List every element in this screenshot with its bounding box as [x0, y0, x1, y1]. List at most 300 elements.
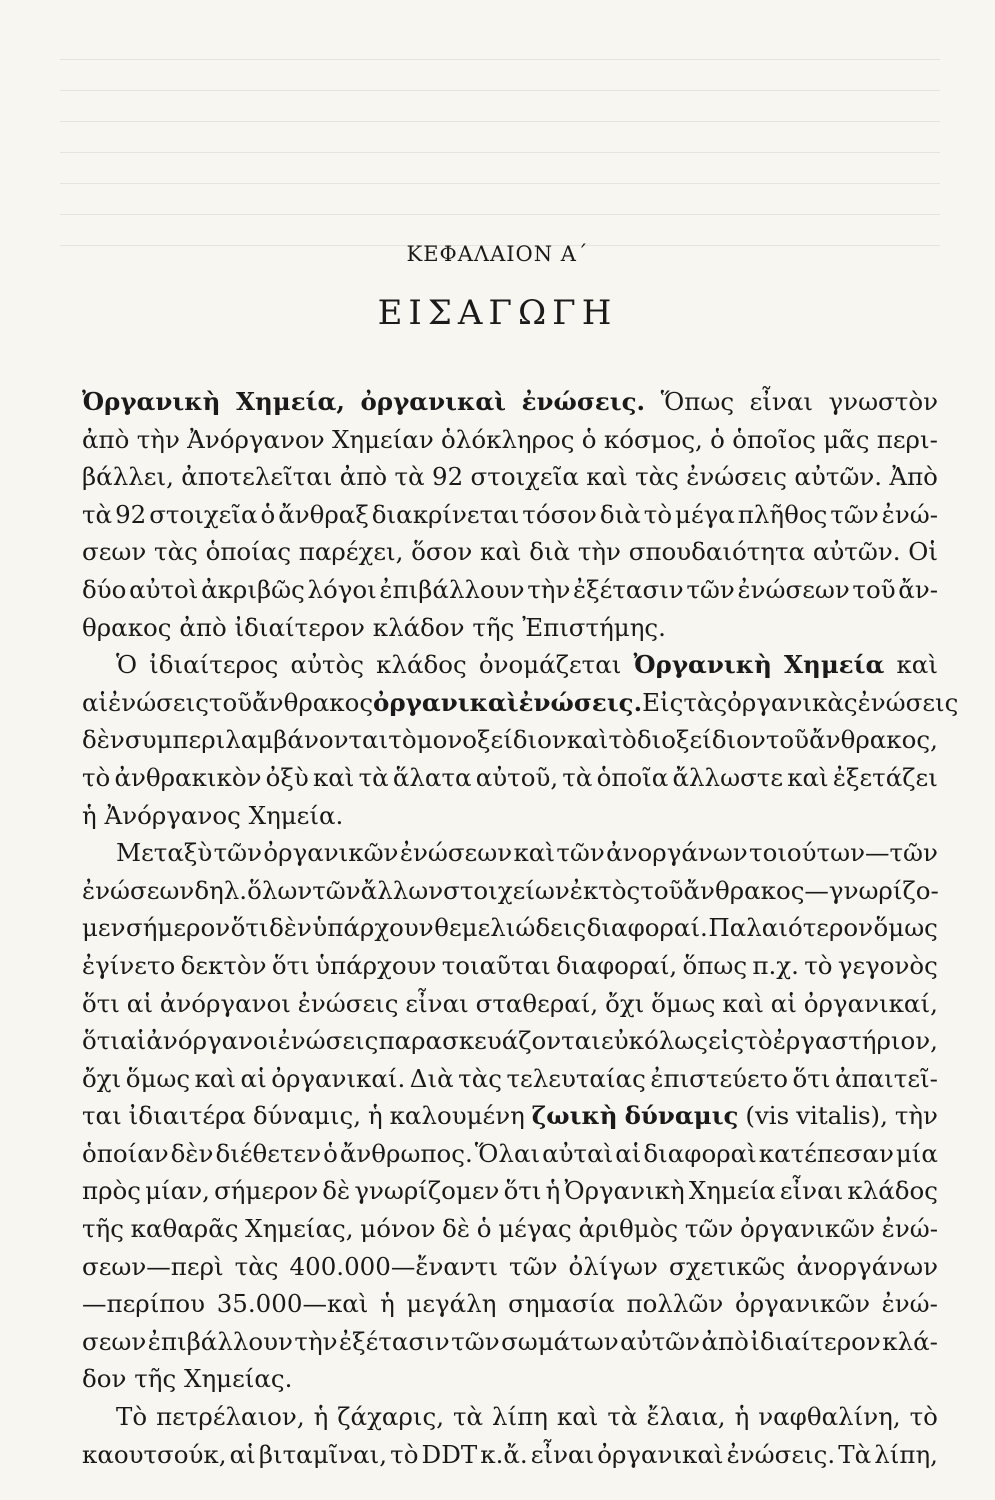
word: ὀξὺ — [265, 762, 309, 792]
text-line — [82, 872, 938, 910]
word: αἱ — [770, 988, 797, 1018]
word: δον — [82, 1364, 127, 1394]
word: ἀπὸ — [701, 1326, 749, 1356]
word: εἶναι — [749, 387, 813, 416]
text-line — [82, 1135, 938, 1173]
word: αἱ — [229, 1439, 256, 1469]
word: αὐτῶν. — [794, 462, 883, 492]
word: ἄνθραξ — [278, 499, 369, 529]
word: ἡ — [313, 1402, 329, 1432]
word: τὰ — [452, 1402, 484, 1432]
paragraph — [82, 383, 938, 646]
word: ἀπὸ — [82, 424, 130, 454]
word: συμπεριλαμβάνονται — [124, 725, 389, 755]
paragraph — [82, 646, 959, 834]
word: ὀργανικὰς — [727, 687, 858, 717]
word: γνωστὸν — [828, 387, 938, 416]
word: ὅτι — [271, 950, 310, 980]
word: λόγοι — [307, 574, 377, 604]
word: ὀνομάζεται — [478, 650, 622, 680]
word: ἰδιαιτέρα — [128, 1101, 246, 1131]
text-line — [82, 1210, 938, 1248]
word: Χημεία — [688, 1176, 776, 1206]
word: μεν — [82, 913, 126, 943]
word: πλῆθος — [737, 499, 828, 529]
word: πετρέλαιον, — [156, 1402, 305, 1432]
word: τοῦ — [852, 574, 896, 604]
word: ὅτι — [503, 1176, 542, 1206]
word: μεγάλη — [406, 1289, 497, 1319]
word: ἄλλωστε — [672, 762, 784, 792]
word: λίπη — [492, 1402, 548, 1432]
word: ὁ — [581, 424, 597, 454]
text-line — [82, 421, 938, 459]
word: μᾶς — [823, 424, 870, 454]
text-line — [82, 1060, 938, 1098]
word: εὐκόλως — [601, 1026, 708, 1056]
text-line — [82, 1022, 938, 1060]
word: τὸ — [388, 725, 417, 755]
word: τὰς — [635, 462, 679, 492]
word: κλάδον — [372, 612, 465, 642]
word: δεκτὸν — [180, 950, 267, 980]
word: τὴν — [894, 1101, 938, 1131]
word: Ὀργανικὴ — [564, 1176, 685, 1206]
word: Ὁ — [116, 650, 138, 680]
word: σεων — [82, 537, 147, 567]
word: ἐνώσεις — [686, 462, 788, 492]
word: ἀνθρακικὸν — [114, 762, 262, 792]
word: τὰς — [154, 537, 198, 567]
word: ἐνώσεις — [297, 988, 399, 1018]
word: ἡ — [380, 1289, 395, 1319]
word: δύναμις — [624, 1101, 739, 1131]
word: ἡ — [734, 1402, 750, 1432]
word: ἄνθρακος, — [809, 725, 938, 755]
word: ὅτι — [792, 1063, 831, 1093]
word: γνωρίζομεν — [354, 1176, 500, 1206]
word: Ὅλαι — [474, 1138, 541, 1168]
word: τὰς — [458, 1063, 502, 1093]
word: ἐνώσεων — [399, 838, 513, 868]
word: ὁποίας — [205, 537, 292, 567]
word: ἐνώσεις. — [518, 687, 643, 717]
word: σπουδαιότητα — [628, 537, 806, 567]
word: ὅτι — [82, 988, 120, 1018]
word: καλουμένη — [389, 1101, 525, 1131]
word: ἄνθρακος—γνωρίζο- — [683, 875, 939, 905]
word: δὲν — [82, 725, 125, 755]
word: ὁποίαν — [82, 1138, 169, 1168]
word: ἐκτὸς — [569, 875, 641, 905]
word: τῶν — [509, 1251, 558, 1281]
word: ὀργανικαί, — [803, 988, 938, 1018]
word: εἶναι — [779, 1176, 844, 1206]
word: τὴν — [577, 537, 621, 567]
word: τὰ — [562, 762, 593, 792]
word: τὴν — [527, 574, 571, 604]
word: ἀριθμὸς — [578, 1214, 679, 1244]
word: ἐνώ- — [881, 1289, 938, 1319]
word: ἡ — [545, 1176, 561, 1206]
word: ἀνοργάνων — [606, 838, 748, 868]
word: π.χ. — [752, 950, 799, 980]
word: ἰδιαίτερον — [234, 612, 365, 642]
word: θρακος — [82, 612, 172, 642]
word: ἐνώσεις. — [726, 1439, 836, 1469]
word: διαφοραί. — [586, 913, 708, 943]
word: Ὅπως — [660, 387, 735, 416]
word: 35.000—καὶ — [216, 1289, 369, 1319]
word: ὑπάρχουν — [312, 913, 434, 943]
word: ὁλόκληρος — [441, 424, 575, 454]
word: κ.ἄ. — [480, 1439, 528, 1469]
word: Τὸ — [116, 1402, 148, 1432]
word: ἐνώσεις. — [521, 387, 646, 416]
paragraph — [82, 834, 938, 1398]
word: ἡ — [82, 800, 97, 830]
word: δύο — [82, 574, 127, 604]
word: τὸ — [744, 1026, 773, 1056]
text-line — [82, 1323, 938, 1361]
word: στοιχεῖα — [149, 499, 258, 529]
word: Χημείαν — [331, 424, 434, 454]
word: δὲν — [170, 1138, 214, 1168]
word: μίαν, — [145, 1176, 210, 1206]
chapter-title: ΕΙΣΑΓΩΓΗ — [377, 293, 618, 333]
word: καὶ — [566, 725, 609, 755]
word: ἐνώσεις — [277, 1026, 379, 1056]
word: δὲ — [322, 1176, 351, 1206]
text-line — [82, 646, 938, 684]
word: ἐξέτασιν — [339, 1326, 450, 1356]
word: αὐτοῦ, — [475, 762, 559, 792]
chapter-label: ΚΕΦΑΛΑΙΟΝ Α΄ — [406, 242, 589, 266]
word: καὶ — [513, 838, 555, 868]
word: —περίπου — [82, 1289, 206, 1319]
word: ἄνθρωπος. — [339, 1138, 473, 1168]
word: κατέπεσαν — [758, 1138, 894, 1168]
word: ὀργανικῶν — [734, 1289, 870, 1319]
text-line — [82, 834, 938, 872]
word: ἅλατα — [392, 762, 472, 792]
word: ὀργανικαὶ — [360, 387, 507, 416]
word: ὀργανικῶν — [263, 838, 399, 868]
word: ἀπαιτεῖ- — [834, 1063, 938, 1093]
word: σημασία — [508, 1289, 615, 1319]
word: ὅμως — [651, 988, 716, 1018]
word: τὰς — [234, 1251, 279, 1281]
text-line — [82, 571, 938, 609]
word: παρέχει, — [298, 537, 404, 567]
word: τοιούτων—τῶν — [749, 838, 938, 868]
text-line — [82, 721, 938, 759]
word: αὐταὶ — [542, 1138, 614, 1168]
word: vitalis), — [796, 1101, 888, 1131]
word: ὁ — [710, 424, 725, 454]
word: ἰδιαίτερος — [149, 650, 279, 680]
word: τοῦ — [765, 725, 810, 755]
word: τὰ — [82, 499, 113, 529]
word: ὅσον — [411, 537, 473, 567]
word: Ἀνόργανον — [187, 424, 325, 454]
text-line — [82, 1172, 938, 1210]
word: αὐτοὶ — [129, 574, 199, 604]
word: τῶν — [451, 1326, 500, 1356]
word: ὀλίγων — [568, 1251, 658, 1281]
word: ἄνθρακος — [252, 687, 374, 717]
word: τῶν — [686, 574, 735, 604]
word: ὁποῖα — [596, 762, 669, 792]
word: αὐτῶν — [620, 1326, 701, 1356]
word: πολλῶν — [626, 1289, 724, 1319]
word: 92 — [432, 462, 464, 492]
word: ἔλαια, — [646, 1402, 726, 1432]
text-line — [82, 1248, 938, 1286]
word: Ἀπὸ — [889, 462, 938, 492]
word: τῆς — [134, 1364, 177, 1394]
word: διακρίνεται — [371, 499, 520, 529]
word: ἐνώ- — [881, 1214, 938, 1244]
word: θεμελιώδεις — [434, 913, 587, 943]
word: καθαρᾶς — [130, 1214, 239, 1244]
word: τοιαῦται — [441, 950, 551, 980]
word: αἱ — [615, 1138, 642, 1168]
word: Μεταξὺ — [116, 838, 213, 868]
word: διαφοραὶ — [643, 1138, 757, 1168]
word: τὸ — [643, 499, 673, 529]
word: ἐργαστήριον, — [772, 1026, 938, 1056]
text-line — [82, 383, 938, 421]
word: στοιχεῖα — [470, 462, 579, 492]
word: Ὀργανικὴ — [82, 387, 221, 416]
word: τῶν — [213, 838, 263, 868]
word: Χημείας, — [245, 1214, 354, 1244]
word: ἐνώσεις — [108, 687, 209, 717]
word: ἐξέτασιν — [573, 574, 684, 604]
word: σχετικῶς — [668, 1251, 786, 1281]
word: βάλλει, — [82, 462, 174, 492]
text-line — [82, 909, 938, 947]
word: ἐπιστεύετο — [650, 1063, 789, 1093]
word: Ἀνόργανος — [104, 800, 241, 830]
word: αἱ — [240, 1063, 267, 1093]
word: ται — [82, 1101, 122, 1131]
word: καὶ — [722, 988, 764, 1018]
word: (vis — [745, 1101, 790, 1131]
word: ἐγίνετο — [82, 950, 176, 980]
word: ὅτι — [230, 913, 269, 943]
word: καὶ — [556, 1402, 599, 1432]
text-line — [82, 1436, 938, 1474]
word: Εἰς — [642, 687, 684, 717]
word: καουτσούκ, — [82, 1439, 227, 1469]
word: ὅμως — [873, 913, 938, 943]
text-line — [82, 1097, 938, 1135]
word: Χημεία. — [248, 800, 344, 830]
word: ζάχαρις, — [337, 1402, 444, 1432]
word: 400.000—ἔναντι — [289, 1251, 498, 1281]
word: ἐνώ- — [881, 499, 938, 529]
text-line — [82, 684, 959, 722]
word: τὰ — [358, 762, 389, 792]
word: ὀργανικῶν — [739, 1214, 875, 1244]
word: ἀπὸ — [339, 462, 388, 492]
word: δὲ — [442, 1214, 471, 1244]
word: ὅμως — [125, 1063, 191, 1093]
word: γεγονὸς — [837, 950, 938, 980]
word: δὲν — [269, 913, 312, 943]
show-through-text — [60, 35, 940, 252]
word: κλάδος — [847, 1176, 938, 1206]
word: τὸ — [82, 762, 111, 792]
word: στοιχείων — [443, 875, 570, 905]
word: παρασκευάζονται — [378, 1026, 601, 1056]
text-line — [82, 1360, 938, 1398]
word: καὶ — [787, 762, 829, 792]
word: ἐνώσεις — [857, 687, 959, 717]
word: ἀποτελεῖται — [181, 462, 333, 492]
word: ὀργανικαὶ — [597, 1439, 724, 1469]
word: αἱ — [126, 988, 153, 1018]
word: τὸ — [804, 950, 833, 980]
word: Χημεία — [784, 650, 885, 680]
text-line — [82, 797, 938, 835]
word: Χημεία, — [235, 387, 345, 416]
body-text — [82, 383, 959, 1473]
word: εἰς — [708, 1026, 745, 1056]
word: δύναμις, — [252, 1101, 362, 1131]
word: διὰ — [599, 499, 641, 529]
word: 92 — [115, 499, 147, 529]
word: ὀργανικαί. — [271, 1063, 406, 1093]
text-line — [82, 1398, 938, 1436]
word: ἄλλων — [360, 875, 444, 905]
word: ἀνόργανοι — [159, 988, 291, 1018]
word: ἄν- — [898, 574, 938, 604]
word: σεων — [82, 1326, 147, 1356]
word: ὑπάρχουν — [315, 950, 437, 980]
text-line — [82, 985, 938, 1023]
word: σήμερον — [214, 1176, 319, 1206]
word: σταθεραί, — [475, 988, 599, 1018]
word: τῶν — [312, 875, 361, 905]
word: καὶ — [312, 762, 355, 792]
word: ἡ — [367, 1101, 383, 1131]
word: σεων—περὶ — [82, 1251, 224, 1281]
text-line — [82, 458, 938, 496]
word: τὴν — [136, 424, 180, 454]
word: λίπη, — [874, 1439, 938, 1469]
word: τῶν — [684, 1214, 734, 1244]
word: ὅλων — [247, 875, 313, 905]
word: τόσον — [522, 499, 597, 529]
word: ἀκριβῶς — [201, 574, 305, 604]
text-line — [82, 609, 938, 647]
word: δηλ. — [194, 875, 248, 905]
word: ὄχι — [82, 1063, 122, 1093]
word: ὁποῖος — [732, 424, 816, 454]
word: περι- — [876, 424, 938, 454]
word: τῆς — [472, 612, 515, 642]
word: διοξείδιον — [636, 725, 766, 755]
word: ὀργανικαὶ — [373, 687, 519, 717]
word: κλάδος — [376, 650, 467, 680]
word: ναφθαλίνη, — [758, 1402, 901, 1432]
word: κλά- — [882, 1326, 938, 1356]
word: τῆς — [82, 1214, 124, 1244]
word: ἐνώσεων — [82, 875, 195, 905]
text-line — [82, 759, 938, 797]
word: Παλαιότερον — [708, 913, 873, 943]
word: πρὸς — [82, 1176, 141, 1206]
word: διὰ — [529, 537, 571, 567]
word: σήμερον — [126, 913, 231, 943]
word: τῶν — [556, 838, 605, 868]
word: Χημείας. — [184, 1364, 293, 1394]
word: ὁ — [323, 1138, 338, 1168]
text-line — [82, 947, 938, 985]
word: εἶναι — [405, 988, 469, 1018]
word: ἐνώσεων — [737, 574, 850, 604]
word: αὐτὸς — [290, 650, 364, 680]
word: ὁ — [476, 1214, 492, 1244]
word: μία — [895, 1138, 938, 1168]
word: μέγας — [498, 1214, 572, 1244]
word: σωμάτων — [501, 1326, 619, 1356]
word: κόσμος, — [603, 424, 703, 454]
word: αἱ — [120, 1026, 147, 1056]
word: τῶν — [830, 499, 879, 529]
word: καὶ — [480, 537, 522, 567]
word: ἀπὸ — [179, 612, 227, 642]
word: τὸ — [608, 725, 637, 755]
word: ὄχι — [605, 988, 645, 1018]
text-line — [82, 533, 938, 571]
word: μέγα — [675, 499, 735, 529]
word: μόνον — [360, 1214, 436, 1244]
word: τὸ — [909, 1402, 938, 1432]
word: μονοξείδιον — [416, 725, 567, 755]
word: βιταμῖναι, — [258, 1439, 388, 1469]
word: τὸ — [390, 1439, 419, 1469]
word: Ἐπιστήμης. — [522, 612, 666, 642]
word: ὁ — [260, 499, 276, 529]
word: τοῦ — [208, 687, 253, 717]
word: τὴν — [294, 1326, 338, 1356]
text-line — [82, 496, 938, 534]
word: ζωικὴ — [531, 1101, 618, 1131]
word: ὅπως — [682, 950, 748, 980]
word: ἐπιβάλλουν — [147, 1326, 293, 1356]
word: καὶ — [194, 1063, 237, 1093]
word: τὰς — [683, 687, 728, 717]
word: ἀνόργανοι — [146, 1026, 278, 1056]
word: αἱ — [82, 687, 109, 717]
paragraph — [82, 1398, 938, 1473]
word: εἶναι — [530, 1439, 595, 1469]
word: ὅτι — [82, 1026, 120, 1056]
word: ἰδιαίτερον — [750, 1326, 881, 1356]
word: καὶ — [896, 650, 938, 680]
text-line — [82, 1285, 938, 1323]
word: ἀνοργάνων — [796, 1251, 938, 1281]
word: Ὀργανικὴ — [633, 650, 772, 680]
word: ἐπιβάλλουν — [379, 574, 525, 604]
word: καὶ — [586, 462, 628, 492]
word: διαφοραί, — [556, 950, 678, 980]
word: ἐξετάζει — [832, 762, 938, 792]
